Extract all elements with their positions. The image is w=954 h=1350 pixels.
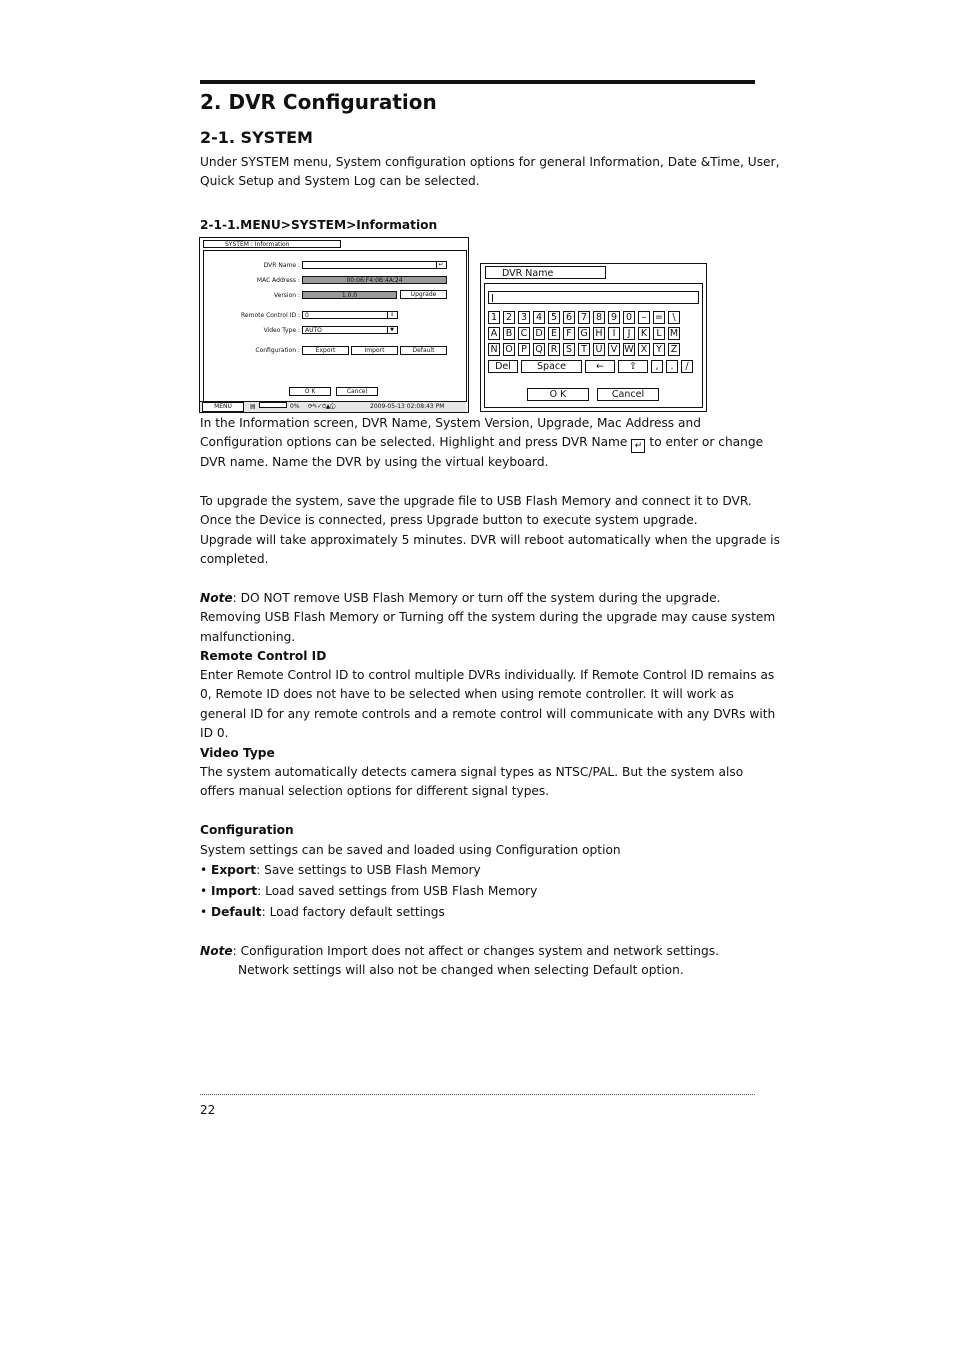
cancel-button[interactable]: Cancel — [336, 387, 378, 396]
period-key[interactable]: . — [666, 360, 678, 373]
key[interactable]: H — [593, 327, 605, 340]
key[interactable]: V — [608, 343, 620, 356]
remote-control-id-stepper[interactable]: 0 ↕ — [302, 311, 398, 319]
upgrade-paragraph: To upgrade the system, save the upgrade file to USB Flash Memory and connect it to DVR. Once the Device is connected, press Upgrade button to execute system upgrade. — [200, 494, 752, 528]
key[interactable]: M — [669, 328, 679, 339]
system-information-screen — [199, 237, 469, 413]
configuration-note: Note: Configuration Import does not affect or changes system and network settings. — [200, 944, 719, 958]
upgrade-note: Note: DO NOT remove USB Flash Memory or turn off the system during the upgrade. Removing USB Flash Memory or Turning off the system during the upgrade may cause system malfunctioning. — [200, 591, 776, 644]
mac-address-label: MAC Address : — [256, 277, 300, 284]
subsection-heading: 2-1-1.MENU>SYSTEM>Information — [200, 218, 438, 232]
video-type-paragraph: The system automatically detects camera signal types as NTSC/PAL. But the system also offers manual selection options for different signal types. — [200, 765, 744, 799]
key[interactable]: P — [518, 343, 530, 356]
upgrade-button[interactable]: Upgrade — [400, 290, 447, 299]
key[interactable]: 1 — [488, 311, 500, 324]
video-type-heading: Video Type — [200, 746, 275, 760]
keyboard-row-special — [488, 360, 693, 373]
keyboard-ok-button[interactable]: O K — [527, 388, 589, 401]
key[interactable]: X — [638, 343, 650, 356]
keyboard-cancel-button[interactable]: Cancel — [597, 388, 659, 401]
version-label: Version : — [274, 292, 300, 299]
export-button[interactable]: Export — [302, 346, 349, 355]
configuration-label: Configuration : — [255, 347, 300, 354]
key[interactable]: Q — [533, 343, 545, 356]
key[interactable]: S — [563, 343, 575, 356]
chevron-down-icon[interactable]: ▼ — [387, 327, 396, 333]
screen-title: SYSTEM : Information — [203, 240, 341, 248]
configuration-paragraph: System settings can be saved and loaded using Configuration option — [200, 843, 621, 857]
ok-button[interactable]: O K — [289, 387, 331, 396]
footer-rule — [200, 1094, 755, 1095]
information-paragraph: In the Information screen, DVR Name, System Version, Upgrade, Mac Address and Configuration options can be selected. Highlight and press DVR Name ↵ to enter or change DVR name. Name the DVR by using the virtual keyboard. — [200, 416, 764, 470]
key[interactable]: E — [548, 327, 560, 340]
dvr-name-field[interactable] — [302, 261, 447, 269]
menu-button[interactable]: MENU — [202, 402, 244, 412]
key[interactable]: C — [518, 327, 530, 340]
comma-key[interactable]: , — [651, 360, 663, 373]
key[interactable]: 3 — [518, 311, 530, 324]
backspace-arrow-icon[interactable]: ← — [585, 360, 615, 373]
key[interactable]: Z — [668, 343, 680, 356]
enter-icon[interactable]: ↵ — [436, 262, 445, 268]
keyboard-title: DVR Name — [485, 266, 606, 279]
key[interactable]: U — [593, 343, 605, 356]
header-rule — [200, 80, 755, 84]
key[interactable]: 6 — [563, 311, 575, 324]
virtual-keyboard-screen — [480, 263, 707, 412]
key[interactable]: O — [503, 343, 515, 356]
slash-key[interactable]: / — [681, 360, 693, 373]
default-button[interactable]: Default — [400, 346, 447, 355]
upgrade-duration-paragraph: Upgrade will take approximately 5 minutes. DVR will reboot automatically when the upgrade is completed. — [200, 533, 780, 567]
note-label: Note — [200, 591, 233, 605]
key[interactable]: J — [623, 327, 635, 340]
enter-icon: ↵ — [631, 439, 645, 453]
list-item: • Export: Save settings to USB Flash Memory — [200, 860, 537, 881]
key[interactable]: L — [653, 327, 665, 340]
spin-arrows-icon[interactable]: ↕ — [387, 312, 396, 318]
configuration-options-list — [200, 860, 537, 923]
key[interactable]: 2 — [503, 311, 515, 324]
version-value: 1.0.0 — [302, 291, 397, 299]
page-heading: 2. DVR Configuration — [200, 90, 437, 114]
key[interactable]: 7 — [578, 311, 590, 324]
configuration-note-line-2: Network settings will also not be changed when selecting Default option. — [238, 963, 684, 977]
configuration-heading: Configuration — [200, 823, 294, 837]
note-label: Note — [200, 944, 233, 958]
key[interactable]: T — [578, 343, 590, 356]
mac-address-value: 00:06:F4:0B:4A:24 — [302, 276, 447, 284]
key[interactable]: D — [533, 327, 545, 340]
intro-paragraph: Under SYSTEM menu, System configuration options for general Information, Date &Time, User, Quick Setup and System Log can be selected. — [200, 155, 780, 189]
key[interactable]: 5 — [548, 311, 560, 324]
key[interactable]: B — [503, 327, 515, 340]
key[interactable]: Y — [653, 343, 665, 356]
key[interactable]: I — [608, 327, 620, 340]
delete-key[interactable]: Del — [488, 360, 518, 373]
remote-control-paragraph: Enter Remote Control ID to control multiple DVRs individually. If Remote Control ID remains as 0, Remote ID does not have to be selected when using remote controller. It will work as general ID for any remote controls and a remote control will communicate with any DVRs with ID 0. — [200, 668, 776, 741]
keyboard-row-a-m — [488, 327, 680, 340]
key[interactable]: F — [563, 327, 575, 340]
key[interactable]: A — [488, 327, 500, 340]
status-bar — [200, 401, 466, 412]
list-item: • Default: Load factory default settings — [200, 902, 537, 923]
key[interactable]: 0 — [623, 311, 635, 324]
key[interactable]: = — [653, 311, 665, 324]
page-number: 22 — [200, 1103, 216, 1117]
key[interactable]: 4 — [533, 311, 545, 324]
key[interactable]: N — [488, 343, 500, 356]
remote-control-heading: Remote Control ID — [200, 649, 327, 663]
key[interactable]: 9 — [608, 311, 620, 324]
key[interactable]: 8 — [593, 311, 605, 324]
import-button[interactable]: Import — [351, 346, 398, 355]
section-heading: 2-1. SYSTEM — [200, 128, 313, 147]
disk-usage-percent: 0% — [290, 403, 300, 410]
dvr-name-label: DVR Name : — [263, 262, 300, 269]
key[interactable]: R — [548, 343, 560, 356]
keyboard-row-n-z — [488, 343, 680, 356]
remote-control-id-label: Remote Control ID : — [241, 312, 300, 319]
video-type-select[interactable]: AUTO ▼ — [302, 326, 398, 334]
key[interactable]: – — [638, 311, 650, 324]
keyboard-row-numbers — [488, 311, 680, 324]
hdd-icon: ▤ — [250, 403, 256, 410]
space-key[interactable]: Space — [521, 360, 582, 373]
key[interactable]: K — [638, 327, 650, 340]
information-panel — [203, 250, 467, 402]
key[interactable]: W — [624, 344, 634, 355]
status-datetime: 2009-05-13 02:08:43 PM — [370, 403, 445, 410]
shift-arrow-icon[interactable]: ⇧ — [618, 360, 648, 373]
status-icons: ⟳✎✓⏱▲ⓘ — [308, 403, 335, 410]
video-type-label: Video Type : — [263, 327, 300, 334]
key[interactable]: G — [578, 327, 590, 340]
dvr-name-text-input[interactable] — [488, 291, 699, 304]
key[interactable]: \ — [668, 311, 680, 324]
list-item: • Import: Load saved settings from USB Flash Memory — [200, 881, 537, 902]
